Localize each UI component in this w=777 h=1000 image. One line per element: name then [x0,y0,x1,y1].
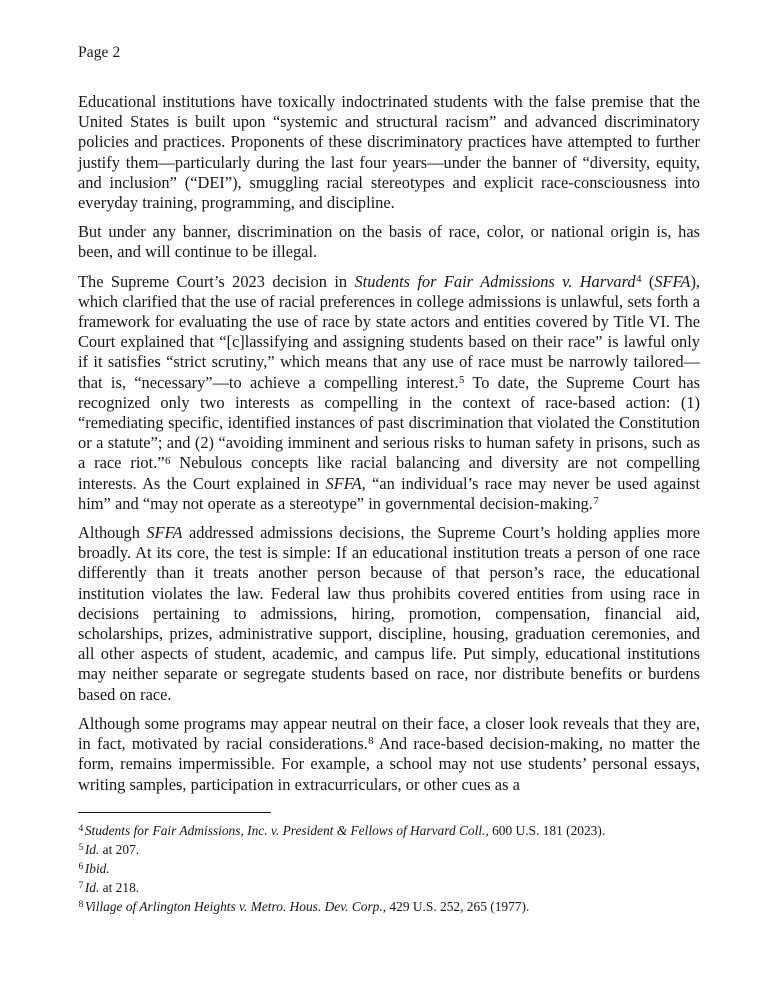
footnote-reference-7: 7 [593,495,599,507]
body-paragraph [78,222,700,262]
text-run: ( [641,271,655,291]
text-run: addressed admissions decisions, the Supreme Court’s holding applies more broadly. At its core, the test is simple: If an educational institution treats a person of one race differently than it treats another person because of that person’s race, the educational institution violates the law. Federal law thus prohibits covered entities from using race in decisions pertaining to admissions, hiring, promotion, compensation, financial aid, scholarships, prizes, administrative support, discipline, housing, graduation ceremonies, and all other aspects of student, academic, and campus life. Put simply, educational institutions may neither separate or segregate students based on race, nor distribute benefits or burdens based on race. [78,523,700,704]
text-run: , “an individual’s race may never be used against him” and “may not operate as a stereotype” in governmental decision-making. [78,473,700,513]
text-run: Educational institutions have toxically indoctrinated students with the false premise that the United States is built upon “systemic and structural racism” and advanced discriminatory policies and practices. Proponents of these discriminatory practices have attempted to further justify them—particularly during the last four years—under the banner of “diversity, equity, and inclusion” (“DEI”), smuggling racial stereotypes and explicit race-consciousness into everyday training, programming, and discipline. [78,92,700,213]
text-run: Although [78,523,147,543]
footnote-reference-6: 6 [165,454,171,467]
footnote-separator-rule [78,812,271,813]
text-run: , 600 U.S. 181 (2023). [485,823,606,838]
footnote-marker-5: 5 [78,842,84,854]
body-text-column [78,92,700,795]
footnote-reference-5: 5 [458,373,465,386]
text-run: at 207. [99,842,140,858]
italic-run: Village of Arlington Heights v. Metro. Hous. Dev. Corp. [84,899,383,915]
italic-run: Id. [84,880,100,896]
text-run: at 218. [99,880,140,896]
footnote-entry [78,859,700,878]
italic-run: Students for Fair Admissions v. Harvard [354,271,636,291]
text-run: But under any banner, discrimination on the basis of race, color, or national origin is, has been, and will continue to be illegal. [78,222,700,262]
text-run: , 429 U.S. 252, 265 (1977). [382,899,530,915]
text-run: To date, the Supreme Court has recognized only two interests as compelling in the context of race-based action: (1) “remediating specific, identified instances of past discrimination that violated the Constitution or a statute”; and (2) “avoiding imminent and serious risks to human safety in prisons, such as a race riot.” [78,372,700,473]
footnote-entry [78,897,700,916]
body-paragraph [78,714,700,795]
footnote-marker-6: 6 [78,861,84,873]
footnote-marker-4: 4 [78,822,84,834]
footnote-marker-7: 7 [78,880,84,892]
italic-run: Id. [84,842,100,858]
italic-run: SFFA [146,523,183,543]
footnote-entry [78,878,700,897]
text-run: ), which clarified that the use of racial preferences in college admissions is unlawful, sets forth a framework for evaluating the use of race by state actors and entities covered by Title VI. The Court explained that “[c]lassifying and assigning students based on their race” is lawful only if it satisfies “strict scrutiny,” which means that any use of race must be narrowly tailored—that is, “necessary”—to achieve a compelling interest. [78,271,700,392]
italic-run: SFFA [654,271,691,291]
footnote-marker-8: 8 [78,899,84,911]
footnote-entry [78,840,700,859]
page-number-header: Page 2 [78,44,121,61]
italic-run: Students for Fair Admissions, Inc. v. President & Fellows of Harvard Coll. [84,823,486,838]
italic-run: Ibid. [84,861,110,877]
body-paragraph [78,92,700,213]
body-paragraph [78,523,700,705]
text-run: And race-based decision-making, no matter the form, remains impermissible. For example, a school may not use students’ personal essays, writing samples, participation in extracurriculars, or other cues as a [78,734,700,794]
footnote-reference-8: 8 [368,735,374,748]
text-run: Nebulous concepts like racial balancing and diversity are not compelling interests. As the Court explained in [78,453,700,493]
italic-run: SFFA [325,473,362,493]
footnote-entry [78,821,700,840]
footnote-reference-4: 4 [636,272,642,285]
body-paragraph [78,272,700,514]
text-run: Although some programs may appear neutral on their face, a closer look reveals that they are, in fact, motivated by racial considerations. [78,713,700,754]
text-run: The Supreme Court’s 2023 decision in [78,271,355,291]
footnote-section [78,812,700,916]
